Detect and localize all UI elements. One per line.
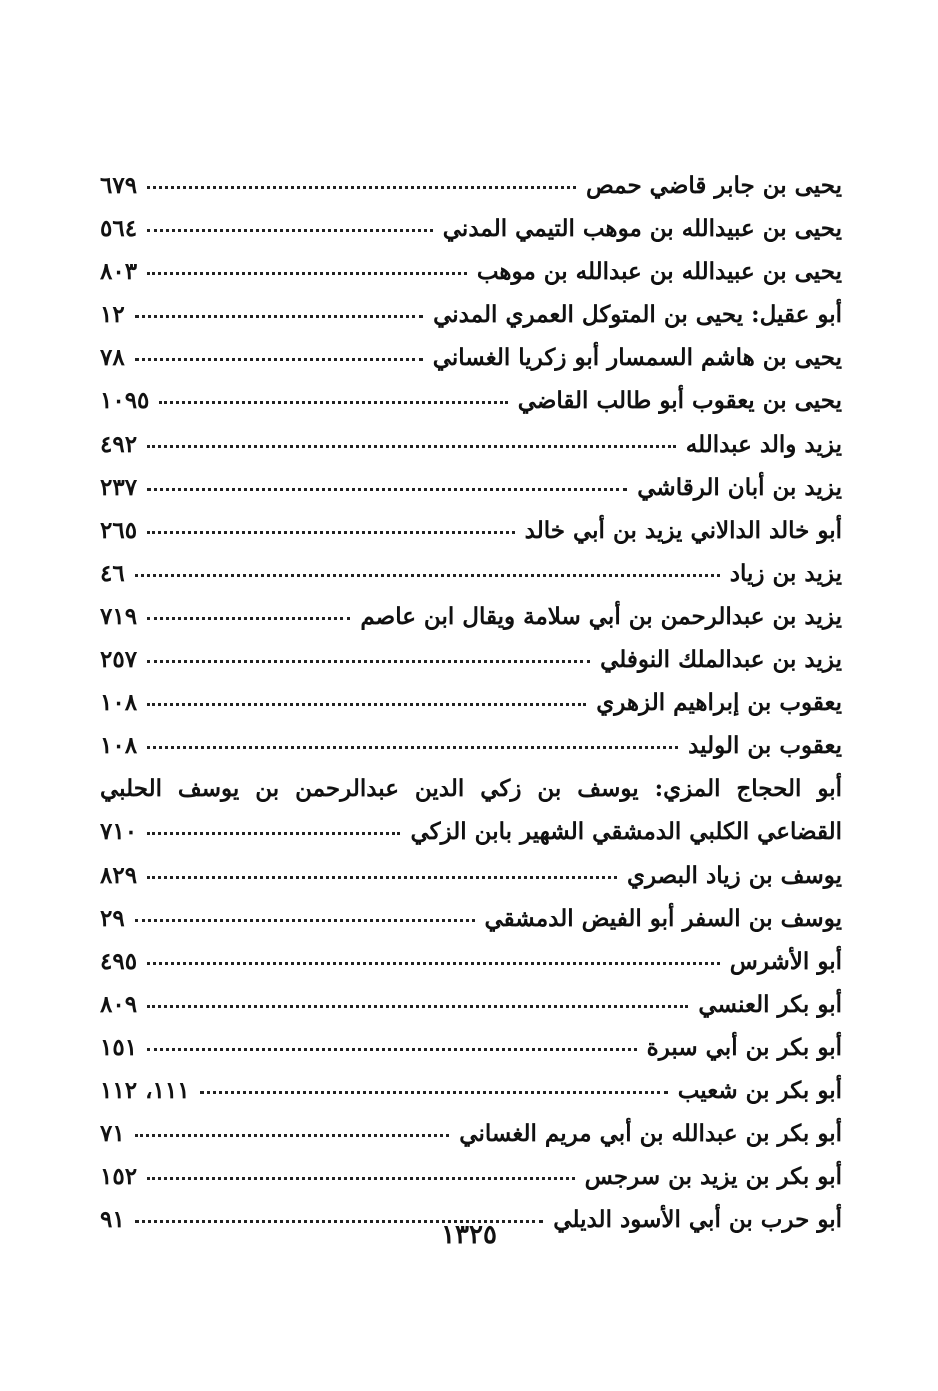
entry-name: يحيى بن هاشم السمسار أبو زكريا الغساني — [432, 344, 842, 372]
leader-dots — [147, 832, 400, 835]
entry-name: يزيد بن أبان الرقاشي — [637, 473, 842, 501]
entry-pages: ١٥١ — [100, 1033, 138, 1061]
entry-pages: ١٥٢ — [100, 1163, 138, 1191]
leader-dots — [147, 186, 576, 189]
leader-dots — [147, 1177, 575, 1180]
entry-name: أبو بكر بن شعيب — [677, 1076, 842, 1104]
index-entry — [100, 1026, 842, 1069]
entry-name: يحيى بن عبيدالله بن عبدالله بن موهب — [476, 258, 842, 286]
entry-pages: ٨٢٩ — [100, 861, 138, 889]
entry-name: يحيى بن عبيدالله بن موهب التيمي المدني — [442, 215, 842, 243]
entry-pages: ١٢ — [100, 301, 125, 329]
index-entry — [100, 1069, 842, 1112]
entry-name: أبو خالد الدالاني يزيد بن أبي خالد — [524, 516, 842, 544]
entry-name: أبو بكر بن يزيد بن سرجس — [584, 1163, 842, 1191]
entry-pages: ٤٩٢ — [100, 430, 138, 458]
index-entry — [100, 724, 842, 767]
leader-dots — [135, 358, 423, 361]
entry-name: أبو بكر بن أبي سبرة — [646, 1033, 842, 1061]
entry-pages: ٧١٩ — [100, 602, 138, 630]
leader-dots — [147, 660, 590, 663]
entry-name: يزيد بن عبدالرحمن بن أبي سلامة ويقال ابن عاصم — [360, 602, 842, 630]
index-entry — [100, 379, 842, 422]
index-entry — [100, 164, 842, 207]
leader-dots — [147, 445, 676, 448]
leader-dots — [147, 531, 515, 534]
leader-dots — [147, 488, 627, 491]
index-entry — [100, 940, 842, 983]
index-entry — [100, 250, 842, 293]
leader-dots — [147, 272, 467, 275]
entry-name: أبو بكر بن عبدالله بن أبي مريم الغساني — [459, 1120, 842, 1148]
leader-dots — [147, 703, 586, 706]
entry-pages: ٢٩ — [100, 904, 125, 932]
leader-dots — [135, 574, 720, 577]
entry-pages: ٩١ — [100, 1206, 125, 1234]
index-entry — [100, 983, 842, 1026]
entry-name: يحيى بن جابر قاضي حمص — [585, 172, 842, 199]
entry-pages: ٤٩٥ — [100, 947, 138, 975]
index-entry-first-line: أبو الحجاج المزي: يوسف بن زكي الدين عبدالرحمن بن يوسف الحلبي — [100, 775, 842, 803]
index-entry — [100, 466, 842, 509]
index-entry — [100, 854, 842, 897]
index-entry — [100, 207, 842, 250]
leader-dots — [147, 746, 678, 749]
leader-dots — [147, 1048, 637, 1051]
entry-name: يحيى بن يعقوب أبو طالب القاضي — [517, 387, 842, 415]
index-list — [100, 164, 842, 1241]
entry-pages: ٧١٠ — [100, 818, 138, 846]
entry-name: يوسف بن زياد البصري — [626, 861, 842, 889]
index-entry — [100, 638, 842, 681]
index-entry — [100, 810, 842, 853]
entry-pages: ٧١ — [100, 1120, 125, 1148]
leader-dots — [159, 401, 507, 404]
index-entry — [100, 336, 842, 379]
entry-pages: ١٠٨ — [100, 732, 138, 760]
index-entry — [100, 1155, 842, 1198]
index-entry — [100, 552, 842, 595]
leader-dots — [147, 1005, 688, 1008]
entry-name: يزيد بن عبدالملك النوفلي — [600, 646, 842, 674]
entry-pages: ٢٥٧ — [100, 646, 138, 674]
entry-name: القضاعي الكلبي الدمشقي الشهير بابن الزكي — [410, 818, 842, 846]
leader-dots — [147, 617, 350, 620]
entry-pages: ٢٦٥ — [100, 516, 138, 544]
entry-pages: ١٠٩٥ — [100, 387, 150, 415]
entry-name: يعقوب بن الوليد — [688, 732, 842, 760]
index-entry — [100, 1112, 842, 1155]
entry-name: أبو حرب بن أبي الأسود الديلي — [553, 1206, 842, 1234]
entry-pages: ٥٦٤ — [100, 215, 138, 243]
leader-dots — [135, 1134, 450, 1137]
index-entry — [100, 897, 842, 940]
index-entry — [100, 293, 842, 336]
index-entry — [100, 595, 842, 638]
entry-name: يزيد بن زياد — [729, 559, 842, 587]
entry-name: أبو الأشرس — [729, 947, 842, 975]
entry-name: أبو بكر العنسي — [698, 990, 842, 1018]
leader-dots — [135, 919, 475, 922]
leader-dots — [135, 315, 423, 318]
entry-name: يوسف بن السفر أبو الفيض الدمشقي — [484, 904, 842, 932]
page-number: ١٣٢٥ — [441, 1220, 497, 1250]
entry-pages: ٦٧٩ — [100, 172, 138, 199]
index-entry — [100, 509, 842, 552]
entry-pages: ٨٠٩ — [100, 990, 138, 1018]
leader-dots — [200, 1091, 668, 1094]
leader-dots — [147, 229, 433, 232]
index-entry — [100, 423, 842, 466]
entry-pages: ٨٠٣ — [100, 258, 138, 286]
entry-pages: ١٠٨ — [100, 689, 138, 717]
leader-dots — [147, 962, 720, 965]
entry-name: أبو عقيل: يحيى بن المتوكل العمري المدني — [433, 301, 842, 329]
entry-pages: ٧٨ — [100, 344, 125, 372]
entry-pages: ٢٣٧ — [100, 473, 138, 501]
entry-name: يعقوب بن إبراهيم الزهري — [596, 689, 842, 717]
index-entry — [100, 681, 842, 724]
leader-dots — [147, 876, 617, 879]
entry-name: يزيد والد عبدالله — [685, 430, 842, 458]
entry-pages: ٤٦ — [100, 559, 125, 587]
entry-pages: ١١١، ١١٢ — [100, 1076, 190, 1104]
